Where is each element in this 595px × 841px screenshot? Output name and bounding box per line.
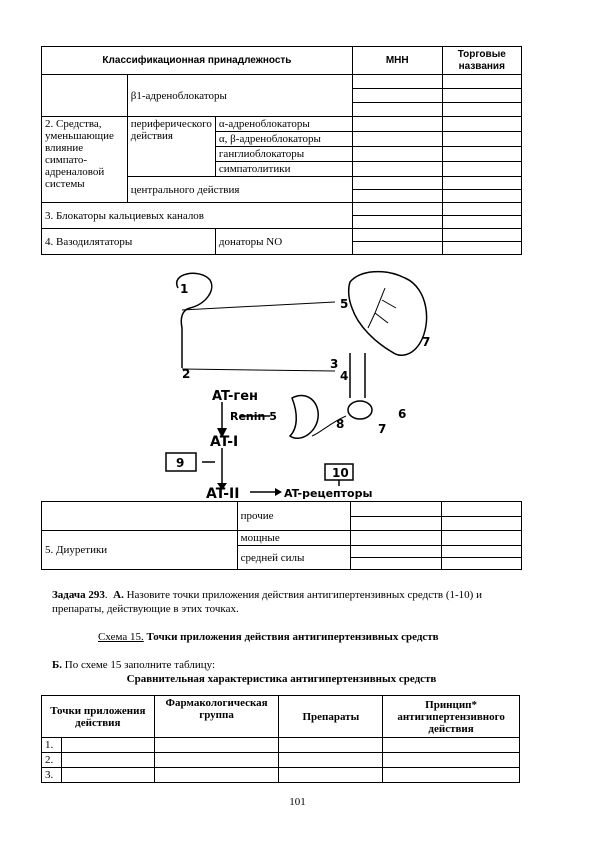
cell-beta1: β1-адреноблокаторы — [127, 75, 352, 117]
cell-no-donors: донаторы NO — [215, 229, 352, 255]
cell-alphabeta: α, β-адреноблокаторы — [215, 132, 352, 147]
row-number: 1. — [42, 738, 62, 753]
cell-potent: мощные — [237, 531, 351, 546]
diuretics-table — [41, 501, 522, 570]
label-10: 10 — [332, 466, 349, 480]
header-group: Фармакологическая группа — [154, 696, 279, 738]
cell-central: центрального действия — [127, 177, 352, 203]
cell-group5: 5. Диуретики — [42, 531, 238, 570]
header-principle: Принцип* антигипертензивного действия — [383, 696, 520, 738]
label-5: 5 — [340, 297, 349, 311]
row-number: 2. — [42, 753, 62, 768]
task-a-text: Назовите точки приложения действия антигипертензивных средств (1-10) и препараты, действующие в этих точках. — [52, 589, 482, 615]
task-b — [52, 658, 215, 672]
label-4: 4 — [340, 369, 349, 383]
row-number: 3. — [42, 768, 62, 783]
comparison-table — [41, 695, 520, 783]
task-number: Задача 293 — [52, 589, 105, 601]
task-b-label: Б. — [52, 659, 63, 671]
cell-other: прочие — [237, 502, 351, 531]
header-points: Точки приложения действия — [42, 696, 155, 738]
label-2: 2 — [182, 367, 191, 381]
label-1: 1 — [180, 282, 189, 296]
cell-group4: 4. Вазодилятаторы — [42, 229, 216, 255]
at1-label: AT-I — [210, 434, 239, 450]
label-7-heart: 7 — [422, 335, 431, 349]
renin-label: Renin 5 — [230, 410, 277, 423]
cell-group2: 2. Средства, уменьшающие влияние симпато-адреналовой системы — [42, 117, 128, 203]
kidney-shape — [290, 396, 318, 439]
heart-shape — [349, 272, 427, 356]
scheme-label: Схема 15. — [98, 631, 144, 643]
cell-sympatholytics: симпатолитики — [215, 162, 352, 177]
cell-group3: 3. Блокаторы кальциевых каналов — [42, 203, 353, 229]
vessel-shape — [350, 353, 365, 398]
label-9: 9 — [176, 456, 185, 470]
at-gen-label: AT-ген — [212, 389, 258, 404]
scheme-diagram — [160, 268, 440, 500]
task-a: Задача 293. А. Назовите точки приложения действия антигипертензивных средств (1-10) и препараты, действующие в этих точках. — [52, 589, 482, 615]
task-a-label: А. — [113, 589, 124, 601]
at-receptors-label: AT-рецепторы — [284, 487, 373, 500]
header-drugs: Препараты — [279, 696, 383, 738]
label-6: 6 — [398, 407, 407, 421]
label-3: 3 — [330, 357, 339, 371]
header-classification: Классификационная принадлежность — [42, 47, 353, 75]
cell-ganglio: ганглиоблокаторы — [215, 147, 352, 162]
cell-alpha: α-адреноблокаторы — [215, 117, 352, 132]
cell-peripheral: периферического действия — [127, 117, 215, 177]
table-title: Сравнительная характеристика антигипертензивных средств — [126, 673, 437, 685]
scheme-title: Точки приложения действия антигипертензивных средств — [146, 631, 439, 643]
cell-empty — [42, 75, 128, 117]
classification-table — [41, 46, 522, 255]
label-8: 8 — [336, 417, 345, 431]
page-number: 101 — [289, 796, 306, 808]
header-trade-names: Торговые названия — [442, 47, 521, 75]
label-7-vessel: 7 — [378, 422, 387, 436]
cell-medium: средней силы — [237, 546, 351, 570]
at2-label: AT-II — [206, 486, 240, 500]
task-b-text: По схеме 15 заполните таблицу: — [64, 659, 216, 671]
header-inn: МНН — [352, 47, 442, 75]
scheme-caption — [98, 630, 518, 644]
